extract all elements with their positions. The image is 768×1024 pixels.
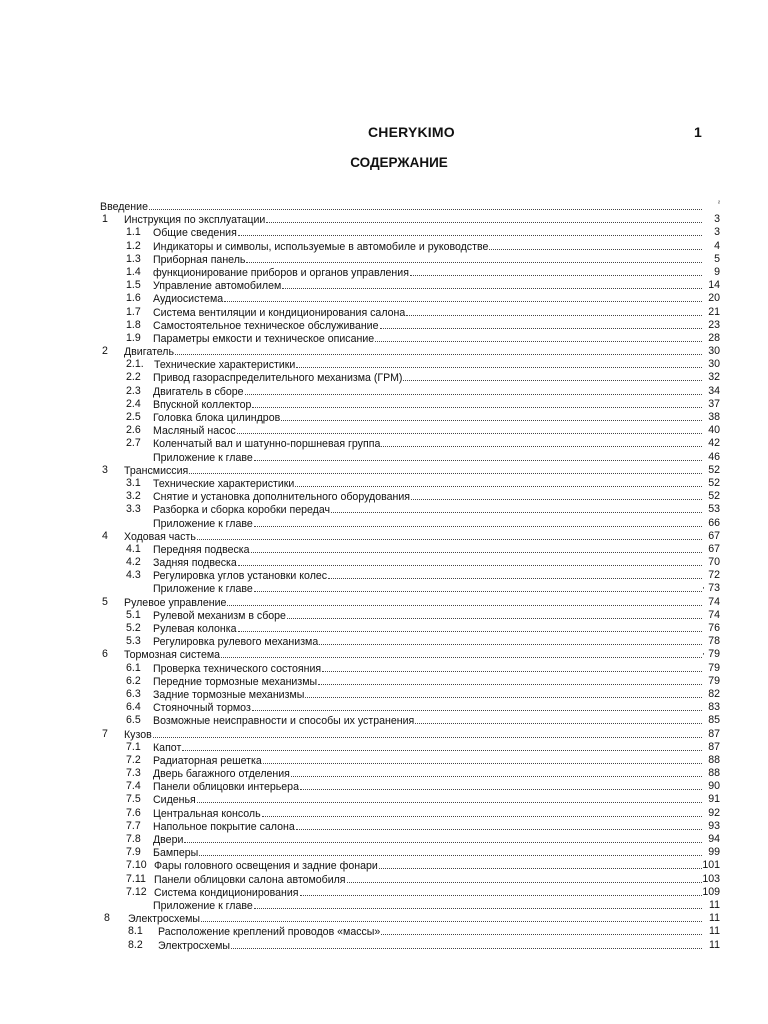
toc-dot-leader: [231, 939, 702, 949]
toc-entry-page: 32: [708, 371, 720, 384]
toc-entry-title: Дверь багажного отделения: [153, 768, 290, 781]
toc-dot-leader: [410, 266, 702, 276]
toc-entry: [100, 780, 720, 793]
toc-entry: [100, 793, 720, 806]
toc-dot-leader: [347, 873, 702, 883]
toc-entry-title: Рулевой механизм в сборе: [153, 609, 286, 622]
toc-entry-number: 7.8: [126, 833, 141, 845]
toc-dot-leader: [415, 714, 702, 724]
toc-dot-leader: [182, 741, 702, 751]
toc-dot-leader: [197, 530, 702, 540]
toc-dot-leader: [238, 556, 702, 566]
toc-entry-page: · 79: [701, 648, 720, 661]
toc-entry: [100, 846, 720, 859]
toc-entry-page: 52: [708, 476, 720, 489]
toc-entry-number: 1: [102, 213, 108, 226]
toc-entry: [100, 886, 720, 899]
toc-entry-page: 78: [708, 635, 720, 648]
toc-dot-leader: [300, 886, 702, 896]
toc-entry: [100, 635, 720, 648]
toc-entry-title: Введение: [100, 201, 148, 213]
toc-entry-title: функционирование приборов и органов управления: [153, 266, 409, 279]
toc-entry-page: 103: [702, 872, 720, 885]
toc-dot-leader: [252, 398, 702, 408]
toc-entry-title: Система вентиляции и кондиционирования салона: [153, 306, 406, 319]
toc-entry-page: 21: [708, 305, 720, 318]
toc-entry: [100, 728, 720, 741]
toc-entry-number: 4: [102, 529, 108, 542]
toc-dot-leader: [282, 279, 702, 289]
toc-entry: [100, 411, 720, 424]
toc-entry-number: 1.8: [126, 318, 141, 331]
toc-entry-page: 90: [708, 780, 720, 793]
page-header: [0, 124, 768, 144]
toc-dot-leader: [153, 728, 702, 738]
toc-dot-leader: [300, 780, 702, 790]
toc-entry-number: 1.2: [126, 239, 141, 252]
toc-entry-number: 1.9: [126, 331, 141, 344]
toc-entry-page: 82: [708, 687, 720, 700]
toc-dot-leader: [224, 292, 702, 302]
toc-dot-leader: [175, 345, 702, 355]
toc-entry-number: 7.6: [126, 806, 141, 819]
page-number: 1: [694, 124, 702, 140]
toc-entry-title: Система кондиционирования: [154, 886, 299, 899]
toc-entry-number: 2.2: [126, 371, 141, 384]
toc-entry: [100, 437, 720, 450]
toc-entry: [100, 662, 720, 675]
toc-entry: [100, 306, 720, 319]
toc-entry-number: 2.4: [126, 397, 141, 410]
toc-entry: [100, 582, 720, 595]
toc-entry-page: 72: [708, 569, 720, 582]
toc-entry: [100, 675, 720, 688]
toc-dot-leader: [245, 385, 702, 395]
toc-entry: [100, 451, 720, 464]
toc-entry-number: 6.1: [126, 661, 141, 674]
toc-entry-number: 6.2: [126, 674, 141, 687]
toc-entry-page: 93: [708, 819, 720, 832]
toc-entry-page: 3: [714, 226, 720, 239]
toc-dot-leader: [237, 424, 702, 434]
toc-entry-number: 2.6: [126, 424, 141, 437]
toc-entry-page: 91: [708, 793, 720, 806]
toc-entry-page: 101: [702, 859, 720, 872]
toc-entry-title: Проверка технического состояния: [153, 662, 322, 675]
toc-entry-page: ²: [718, 201, 720, 207]
toc-entry-title: Двери: [153, 834, 184, 846]
toc-dot-leader: [295, 477, 702, 487]
toc-entry-title: Задняя подвеска: [153, 557, 237, 570]
toc-entry: [100, 807, 720, 820]
toc-entry-title: Разборка и сборка коробки передач: [153, 504, 331, 517]
toc-entry: [100, 253, 720, 266]
toc-entry: [100, 912, 720, 925]
toc-entry-title: Приборная панель: [153, 253, 246, 266]
toc-entry-number: 4.3: [126, 569, 141, 582]
toc-entry-page: 11: [709, 938, 720, 951]
toc-entry-page: 9: [714, 265, 720, 278]
toc-entry: [100, 556, 720, 569]
toc-entry: [100, 767, 720, 780]
toc-entry: [100, 490, 720, 503]
toc-entry-number: 7.12: [126, 885, 147, 898]
toc-entry-number: 7.11: [126, 872, 146, 885]
toc-entry: [100, 899, 720, 912]
toc-entry-page: 67: [708, 529, 720, 542]
toc-entry-title: Фары головного освещения и задние фонари: [154, 860, 378, 873]
toc-entry-title: Передние тормозные механизмы: [153, 675, 318, 688]
toc-entry-title: Рулевая колонка: [153, 623, 237, 635]
toc-entry-page: 34: [708, 384, 720, 397]
toc-entry: [100, 939, 720, 952]
toc-entry-page: 52: [708, 490, 720, 503]
toc-entry: [100, 226, 720, 239]
toc-entry-page: 88: [708, 753, 720, 766]
toc-entry-title: Капот: [153, 741, 182, 754]
toc-entry-title: Стояночный тормоз: [153, 702, 251, 715]
toc-entry-number: 8.2: [128, 938, 143, 951]
toc-dot-leader: [254, 517, 702, 527]
toc-entry: [100, 754, 720, 767]
toc-entry-page: 37: [708, 397, 720, 410]
toc-entry-number: 8.1: [128, 925, 143, 938]
toc-entry-page: 79: [708, 674, 720, 687]
toc-entry: [100, 319, 720, 332]
toc-entry-title: Коленчатый вал и шатунно-поршневая группа: [153, 438, 381, 451]
toc-entry-title: Управление автомобилем: [153, 280, 282, 293]
toc-entry-page: 70: [708, 556, 720, 569]
toc-dot-leader: [291, 767, 702, 777]
toc-dot-leader: [403, 371, 702, 381]
toc-dot-leader: [319, 635, 702, 645]
toc-entry-title: Центральная консоль: [153, 807, 261, 820]
toc-entry-number: 1.5: [126, 279, 141, 292]
toc-dot-leader: [296, 358, 702, 368]
toc-entry: [100, 424, 720, 437]
toc-entry-page: 74: [708, 595, 720, 608]
toc-dot-leader: [262, 807, 702, 817]
toc-entry-number: 2.5: [126, 411, 141, 423]
toc-entry-page: 83: [708, 701, 720, 714]
toc-entry-number: 2: [102, 345, 108, 358]
toc-entry-page: 88: [708, 767, 720, 780]
toc-entry: [100, 688, 720, 701]
toc-entry-page: 85: [708, 714, 720, 727]
toc-entry-number: 8: [104, 912, 110, 925]
toc-entry-number: 1.3: [126, 252, 141, 265]
toc-entry-title: Самостоятельное техническое обслуживание: [153, 319, 379, 332]
toc-entry-page: 42: [708, 437, 720, 450]
toc-entry-page: 92: [708, 806, 720, 819]
toc-entry-number: 5: [102, 595, 108, 608]
toc-entry-number: 7.9: [126, 846, 141, 859]
toc-entry: [100, 385, 720, 398]
toc-entry-page: 11: [709, 912, 720, 925]
toc-entry-title: Головка блока цилиндров: [153, 412, 281, 424]
toc-entry-number: 6: [102, 648, 108, 661]
toc-entry-number: 1.1: [126, 226, 141, 239]
toc-entry-number: 7.5: [126, 793, 141, 806]
toc-entry-number: 2.1.: [126, 358, 144, 371]
toc-entry: [100, 873, 720, 886]
toc-entry-title: Тормозная система: [124, 649, 221, 662]
toc-entry: [100, 596, 720, 609]
toc-entry-number: 7.7: [126, 819, 141, 832]
toc-dot-leader: [246, 253, 702, 263]
toc-entry-title: Технические характеристики: [154, 359, 296, 372]
toc-entry-title: Снятие и установка дополнительного оборудования: [153, 491, 411, 504]
toc-entry-page: 3: [714, 213, 720, 226]
toc-entry: [100, 240, 720, 253]
toc-dot-leader: [380, 319, 703, 329]
toc-entry-title: Панели облицовки интерьера: [153, 781, 299, 794]
toc-dot-leader: [411, 490, 702, 500]
toc-entry-title: Задние тормозные механизмы: [153, 688, 305, 701]
toc-entry-page: 109: [702, 885, 720, 898]
toc-entry: [100, 477, 720, 490]
toc-dot-leader: [266, 213, 702, 223]
toc-entry-page: 20: [708, 292, 720, 305]
toc-dot-leader: [238, 226, 702, 236]
toc-entry-number: 7.1: [126, 740, 141, 753]
page-title: СОДЕРЖАНИЕ: [350, 155, 448, 170]
toc-entry-title: Параметры емкости и техническое описание: [153, 332, 375, 345]
toc-dot-leader: [318, 675, 702, 685]
toc-entry-title: Регулировка рулевого механизма: [153, 636, 319, 649]
toc-entry: [100, 279, 720, 292]
toc-entry-page: 66: [708, 516, 720, 529]
toc-entry-page: 79: [708, 661, 720, 674]
toc-entry-page: 5: [714, 252, 720, 265]
toc-entry-title: Радиаторная решетка: [153, 754, 262, 767]
toc-entry: [100, 714, 720, 727]
toc-entry: [100, 833, 720, 846]
toc-entry-page: 28: [708, 331, 720, 344]
toc-entry-number: 4.1: [126, 542, 141, 555]
toc-entry: [100, 464, 720, 477]
toc-entry: [100, 701, 720, 714]
toc-dot-leader: [254, 451, 702, 461]
toc-entry-title: Возможные неисправности и способы их устранения: [153, 715, 415, 728]
toc-entry: [100, 292, 720, 305]
toc-entry: [100, 200, 720, 213]
toc-dot-leader: [254, 899, 702, 909]
toc-entry-page: 52: [708, 463, 720, 476]
toc-entry: [100, 398, 720, 411]
toc-entry: [100, 569, 720, 582]
toc-entry-title: Кузов: [124, 728, 152, 741]
toc-entry-page: 4: [714, 239, 720, 252]
toc-entry-page: 11: [709, 925, 720, 938]
toc-dot-leader: [199, 846, 702, 856]
toc-dot-leader: [287, 609, 702, 619]
toc-entry-title: Технические характеристики: [153, 477, 295, 490]
toc-entry-page: 67: [708, 542, 720, 555]
toc-entry-title: Двигатель в сборе: [153, 385, 244, 398]
toc-entry-number: 1.7: [126, 305, 141, 318]
toc-dot-leader: [221, 648, 702, 658]
toc-entry-page: 76: [708, 622, 720, 634]
toc-entry-page: 99: [708, 846, 720, 859]
toc-entry: [100, 530, 720, 543]
toc-entry: [100, 517, 720, 530]
toc-entry-title: Индикаторы и символы, используемые в автомобиле и руководстве: [153, 240, 489, 253]
toc-entry-number: 3.1: [126, 476, 141, 489]
toc-dot-leader: [379, 859, 702, 869]
toc-entry: [100, 371, 720, 384]
toc-entry-page: 94: [708, 833, 720, 845]
toc-entry-title: Панели облицовки салона автомобиля: [154, 873, 346, 886]
toc-entry: [100, 622, 720, 635]
toc-entry-number: 6.4: [126, 701, 141, 714]
toc-entry-title: Масляный насос: [153, 425, 236, 438]
toc-entry-page: 14: [708, 279, 720, 292]
toc-entry-title: Приложение к главе: [153, 517, 253, 530]
toc-dot-leader: [197, 793, 702, 803]
toc-entry-number: 7.3: [126, 767, 141, 780]
toc-entry-title: Общие сведения: [153, 227, 237, 240]
toc-entry-title: Впускной коллектор: [153, 398, 252, 411]
toc-dot-leader: [184, 833, 702, 843]
toc-entry: [100, 925, 720, 938]
toc-dot-leader: [406, 306, 702, 316]
toc-entry-page: 74: [708, 608, 720, 621]
toc-entry-number: 1.4: [126, 265, 141, 278]
toc-entry-number: 1.6: [126, 292, 141, 305]
toc-entry-number: 3.3: [126, 503, 141, 516]
toc-entry-title: Расположение креплений проводов «массы»: [158, 926, 381, 939]
toc-entry: [100, 820, 720, 833]
toc-entry-number: 3.2: [126, 490, 141, 503]
toc-dot-leader: [201, 912, 702, 922]
toc-entry-title: Приложение к главе: [153, 583, 253, 596]
toc-dot-leader: [251, 543, 702, 553]
toc-dot-leader: [305, 688, 702, 698]
toc-entry-page: 30: [708, 345, 720, 358]
toc-entry-title: Электросхемы: [128, 913, 200, 926]
toc-dot-leader: [328, 569, 702, 579]
toc-entry: [100, 332, 720, 345]
toc-entry-title: Рулевое управление: [124, 596, 227, 609]
toc-entry-page: 38: [708, 411, 720, 423]
toc-dot-leader: [375, 332, 702, 342]
toc-entry-number: 6.5: [126, 714, 141, 727]
toc-dot-leader: [322, 662, 702, 672]
toc-entry-page: 23: [708, 318, 720, 331]
toc-entry-number: 7.10: [126, 859, 147, 872]
toc-entry-title: Аудиосистема: [153, 293, 224, 306]
toc-entry-title: Регулировка углов установки колес: [153, 570, 328, 583]
toc-dot-leader: [381, 925, 702, 935]
toc-entry-page: 30: [708, 358, 720, 371]
toc-entry-page: 11: [709, 898, 720, 911]
toc-entry: [100, 503, 720, 516]
toc-entry-number: 4.2: [126, 556, 141, 569]
toc-entry-number: 2.3: [126, 384, 141, 397]
toc-entry-number: 2.7: [126, 437, 141, 450]
toc-dot-leader: [252, 701, 702, 711]
toc-entry-number: 7.2: [126, 753, 141, 766]
toc-entry-number: 5.1: [126, 608, 141, 621]
toc-entry-page: 53: [708, 503, 720, 516]
toc-entry: [100, 543, 720, 556]
toc-dot-leader: [189, 464, 702, 474]
toc-entry-title: Напольное покрытие салона: [153, 820, 295, 833]
toc-dot-leader: [149, 200, 702, 210]
toc-entry-page: 87: [708, 727, 720, 740]
toc-entry-number: 5.2: [126, 622, 141, 634]
toc-entry-title: Сиденья: [153, 794, 196, 807]
toc-entry-page: 40: [708, 424, 720, 437]
toc-entry-page: 87: [708, 740, 720, 753]
toc-entry-title: Электросхемы: [158, 939, 230, 952]
toc-entry-title: Приложение к главе: [153, 899, 253, 912]
toc-entry: [100, 609, 720, 622]
toc-entry-title: Передняя подвеска: [153, 543, 250, 556]
toc-entry-title: Ходовая часть: [124, 530, 196, 543]
toc-dot-leader: [296, 820, 702, 830]
toc-entry: [100, 266, 720, 279]
toc-entry-number: 7.4: [126, 780, 141, 793]
toc-dot-leader: [281, 411, 702, 421]
toc-entry-title: Трансмиссия: [124, 464, 189, 477]
toc-entry: [100, 648, 720, 661]
toc-entry-title: Привод газораспределительного механизма (ГРМ): [153, 372, 403, 385]
toc-dot-leader: [381, 437, 702, 447]
toc-entry: [100, 358, 720, 371]
toc-entry-number: 5.3: [126, 635, 141, 648]
toc-dot-leader: [489, 240, 702, 250]
toc-dot-leader: [238, 622, 703, 632]
toc-entry-title: Приложение к главе: [153, 451, 253, 464]
toc-entry: [100, 213, 720, 226]
toc-entry-page: · 73: [701, 582, 720, 595]
toc-entry-number: 7: [102, 727, 108, 740]
toc-dot-leader: [227, 596, 702, 606]
toc-dot-leader: [263, 754, 702, 764]
toc-entry-title: Бамперы: [153, 847, 199, 860]
brand-title: CHERYKIMO: [368, 124, 455, 140]
toc-entry-title: Инструкция по эксплуатации: [124, 214, 266, 227]
toc-entry-title: Двигатель: [124, 346, 174, 359]
toc-entry: [100, 345, 720, 358]
toc-entry: [100, 859, 720, 872]
toc-entry-number: 6.3: [126, 687, 141, 700]
toc-dot-leader: [331, 503, 702, 513]
toc-entry-page: 46: [708, 450, 720, 463]
toc-entry: [100, 741, 720, 754]
table-of-contents: [100, 200, 720, 952]
toc-dot-leader: [254, 582, 702, 592]
toc-entry-number: 3: [102, 463, 108, 476]
